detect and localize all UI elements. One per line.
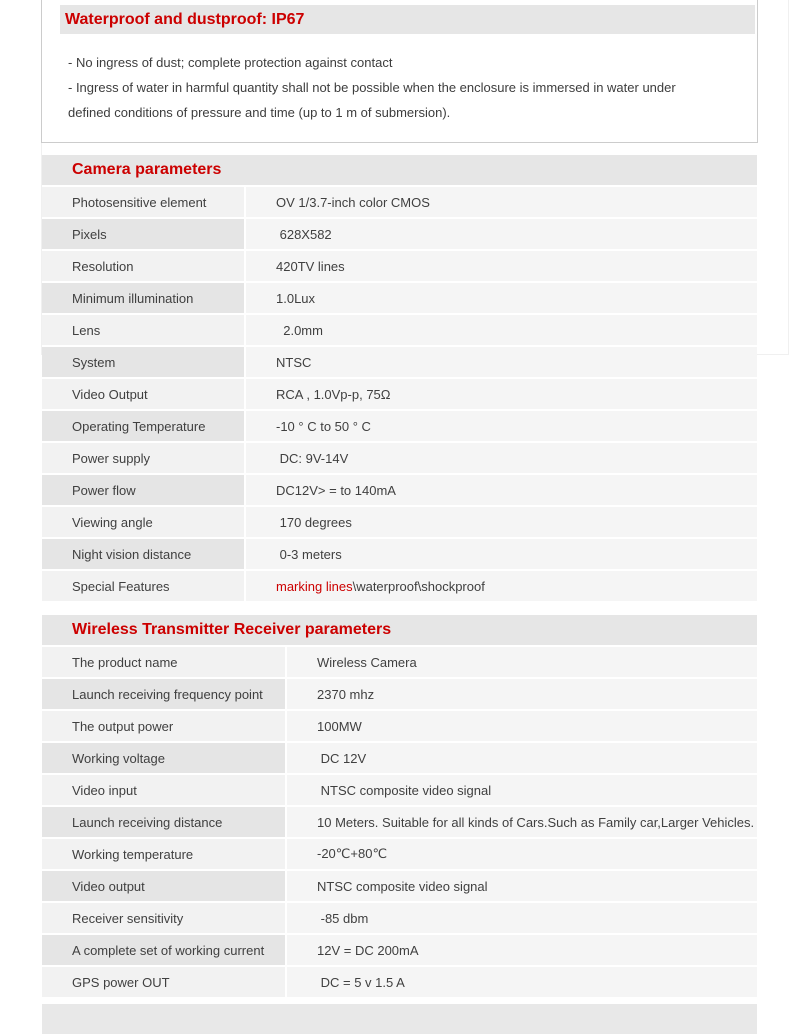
spec-value-cell: 170 degrees [244,507,757,539]
table-row [42,283,757,315]
table-row [42,839,757,871]
spec-label-cell: Resolution [42,251,244,283]
table-row [42,475,757,507]
marking-lines-link[interactable]: marking lines [276,578,353,594]
table-row [42,219,757,251]
table-row [42,379,757,411]
spec-label-cell: Power supply [42,443,244,475]
table-row [42,743,757,775]
table-row [42,711,757,743]
spec-label-cell: Working temperature [42,839,285,871]
table-row [42,775,757,807]
camera-parameters-section [42,155,757,603]
table-row [42,807,757,839]
waterproof-line-2: - Ingress of water in harmful quantity shall not be possible when the enclosure is immersed in water under [68,80,676,95]
spec-label-cell: Viewing angle [42,507,244,539]
spec-label-cell: Receiver sensitivity [42,903,285,935]
table-row [42,903,757,935]
table-row [42,411,757,443]
spec-value-cell: DC: 9V-14V [244,443,757,475]
spec-value-cell: -20℃+80℃ [285,839,757,871]
table-row-special-features [42,571,757,603]
spec-value-cell: 628X582 [244,219,757,251]
spec-label-cell: Pixels [42,219,244,251]
spec-value-cell: NTSC composite video signal [285,871,757,903]
table-row [42,443,757,475]
waterproof-section [41,0,758,143]
spec-value-cell: 10 Meters. Suitable for all kinds of Cars.Such as Family car,Larger Vehicles. [285,807,757,839]
spec-label-cell: The product name [42,647,285,679]
spec-value-cell: 0-3 meters [244,539,757,571]
spec-value-cell: 2370 mhz [285,679,757,711]
table-row [42,871,757,903]
spec-value-cell: -85 dbm [285,903,757,935]
spec-value-cell: -10 ° C to 50 ° C [244,411,757,443]
table-row [42,647,757,679]
spec-value-cell [244,571,757,603]
table-row [42,539,757,571]
spec-value-cell: 1.0Lux [244,283,757,315]
spec-value-cell: 2.0mm [244,315,757,347]
spec-label-cell: Video input [42,775,285,807]
spec-label-cell: Photosensitive element [42,187,244,219]
table-row [42,315,757,347]
waterproof-line-3: defined conditions of pressure and time (up to 1 m of submersion). [68,105,451,120]
camera-parameters-title: Camera parameters [42,155,757,185]
spec-value-cell: 420TV lines [244,251,757,283]
table-row [42,935,757,967]
spec-label-cell: Power flow [42,475,244,507]
wireless-parameters-table [42,647,757,999]
spec-label-cell: GPS power OUT [42,967,285,999]
spec-value-cell: 100MW [285,711,757,743]
table-row [42,251,757,283]
camera-parameters-table [42,187,757,603]
spec-value-cell: DC12V> = to 140mA [244,475,757,507]
wireless-parameters-title: Wireless Transmitter Receiver parameters [42,615,757,645]
special-features-rest: \waterproof\shockproof [352,578,485,594]
table-row [42,679,757,711]
spec-value-cell: NTSC [244,347,757,379]
spec-label-cell: Video output [42,871,285,903]
spec-value-cell: 12V = DC 200mA [285,935,757,967]
spec-label-cell: Launch receiving frequency point [42,679,285,711]
spec-value-cell: DC = 5 v 1.5 A [285,967,757,999]
wireless-parameters-section [42,615,757,999]
spec-value-cell: OV 1/3.7-inch color CMOS [244,187,757,219]
spec-value-cell: NTSC composite video signal [285,775,757,807]
spec-value-cell: DC 12V [285,743,757,775]
spec-label-cell: System [42,347,244,379]
spec-label-cell: A complete set of working current [42,935,285,967]
spec-label-cell: Working voltage [42,743,285,775]
spec-label-cell: Lens [42,315,244,347]
table-row [42,967,757,999]
spec-label-cell: Special Features [42,571,244,603]
spec-label-cell: Minimum illumination [42,283,244,315]
table-row [42,347,757,379]
spec-label-cell: Night vision distance [42,539,244,571]
spec-label-cell: The output power [42,711,285,743]
table-row [42,187,757,219]
spec-value-cell: RCA , 1.0Vp-p, 75Ω [244,379,757,411]
waterproof-description [68,50,737,125]
waterproof-section-title: Waterproof and dustproof: IP67 [60,5,755,34]
table-row [42,507,757,539]
spec-label-cell: Launch receiving distance [42,807,285,839]
spec-label-cell: Video Output [42,379,244,411]
spec-label-cell: Operating Temperature [42,411,244,443]
next-section-header-bar [42,1004,757,1034]
waterproof-line-1: - No ingress of dust; complete protection against contact [68,55,393,70]
spec-value-cell: Wireless Camera [285,647,757,679]
